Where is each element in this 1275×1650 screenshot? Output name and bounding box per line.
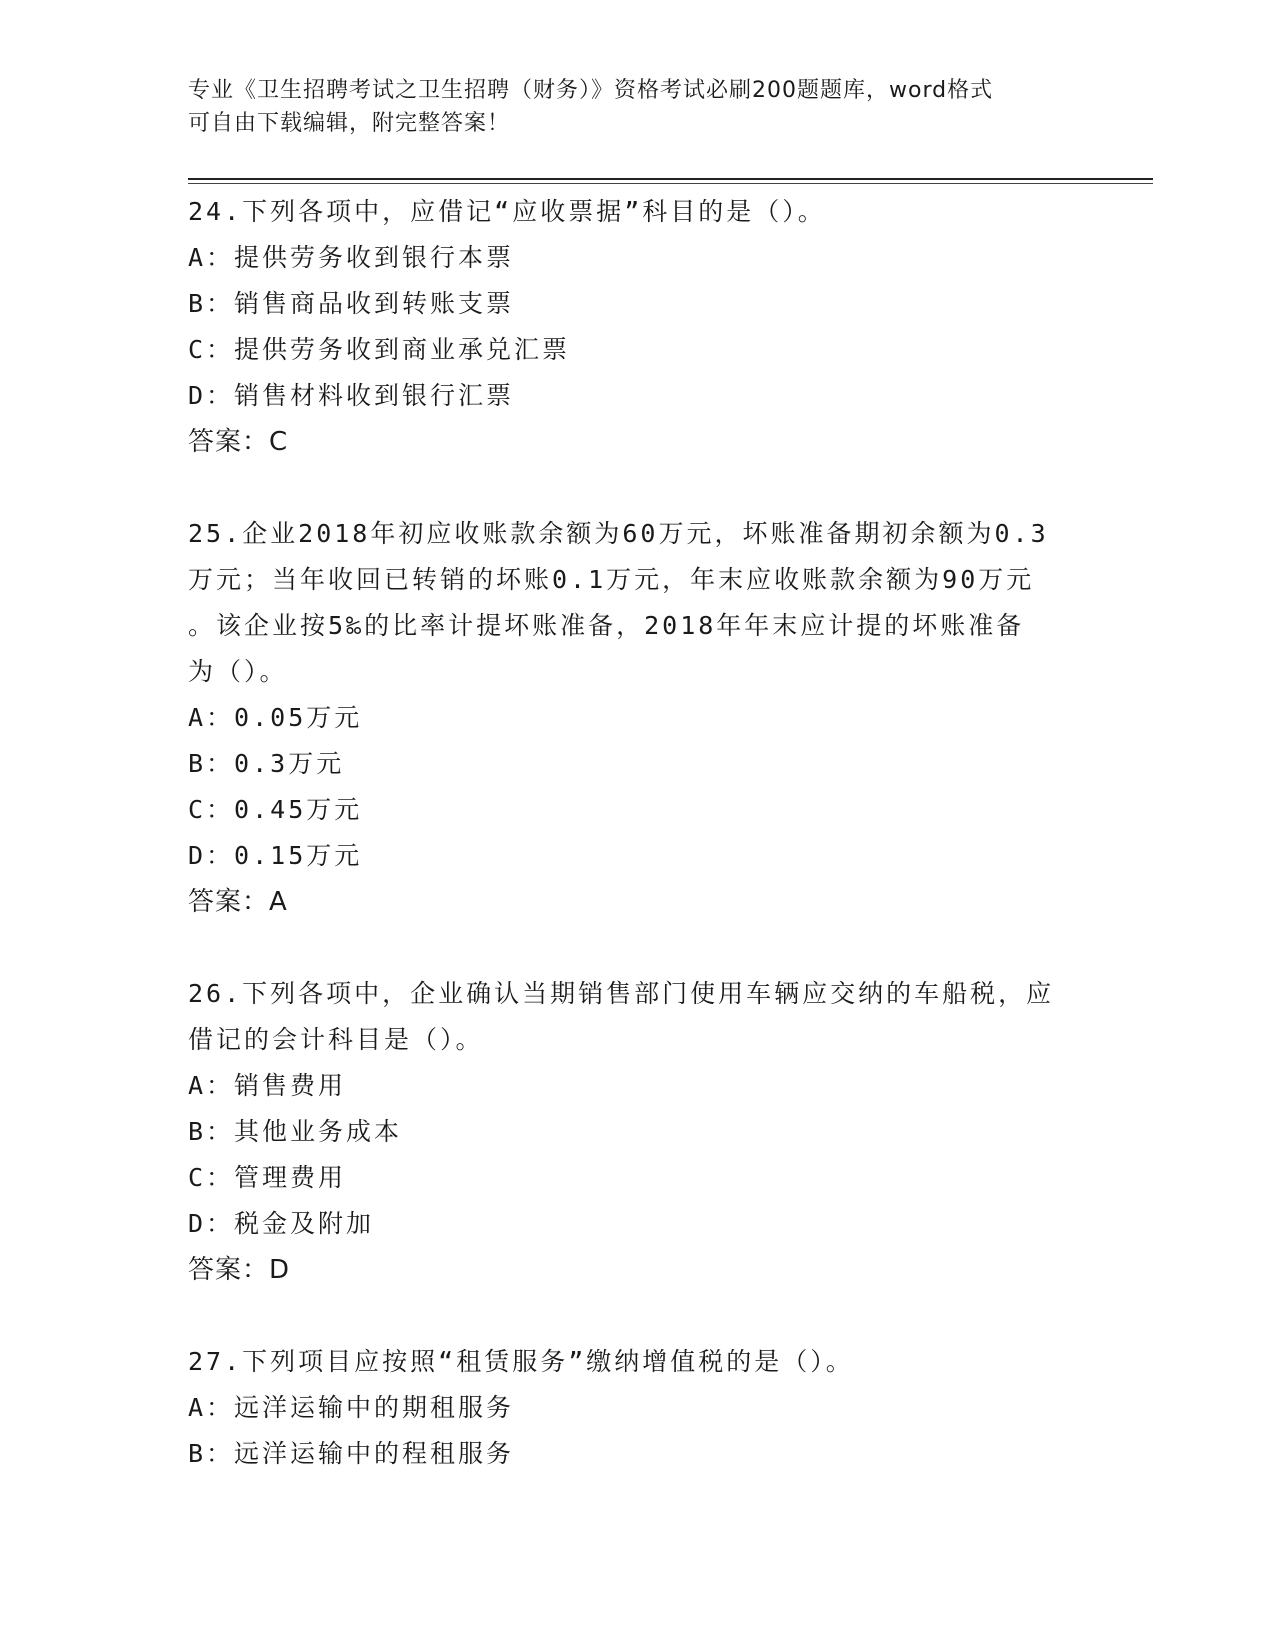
question-stem: 万元；当年收回已转销的坏账0.1万元，年末应收账款余额为90万元 xyxy=(188,565,1035,594)
option-a: A：提供劳务收到银行本票 xyxy=(188,243,515,272)
spacer xyxy=(188,1293,1088,1339)
question-stem: 。该企业按5‰的比率计提坏账准备，2018年年末应计提的坏账准备 xyxy=(188,611,1025,640)
question-stem: 为（）。 xyxy=(188,657,288,686)
option-a: A：销售费用 xyxy=(188,1071,347,1100)
document-header xyxy=(188,74,1088,140)
option-b: B：其他业务成本 xyxy=(188,1117,403,1146)
option-c: C：0.45万元 xyxy=(188,795,363,824)
option-d: D：税金及附加 xyxy=(188,1209,375,1238)
option-b: B：0.3万元 xyxy=(188,749,345,778)
spacer xyxy=(188,925,1088,971)
option-d: D：销售材料收到银行汇票 xyxy=(188,381,515,410)
header-line: 专业《卫生招聘考试之卫生招聘（财务）》资格考试必刷200题题库，word格式 xyxy=(188,78,994,103)
question-stem: 26.下列各项中，企业确认当期销售部门使用车辆应交纳的车船税，应 xyxy=(188,979,1055,1008)
question-stem: 24.下列各项中，应借记“应收票据”科目的是（）。 xyxy=(188,197,826,226)
question-list xyxy=(188,189,1088,1477)
question-25 xyxy=(188,511,1088,925)
answer-line: 答案：C xyxy=(188,427,289,457)
header-line: 可自由下载编辑，附完整答案！ xyxy=(188,111,511,136)
question-26 xyxy=(188,971,1088,1293)
question-24 xyxy=(188,189,1088,465)
question-stem: 借记的会计科目是（）。 xyxy=(188,1025,484,1054)
question-27 xyxy=(188,1339,1088,1477)
option-b: B：远洋运输中的程租服务 xyxy=(188,1439,515,1468)
answer-line: 答案：A xyxy=(188,887,288,917)
option-d: D：0.15万元 xyxy=(188,841,363,870)
option-c: C：管理费用 xyxy=(188,1163,347,1192)
spacer xyxy=(188,465,1088,511)
option-c: C：提供劳务收到商业承兑汇票 xyxy=(188,335,571,364)
option-b: B：销售商品收到转账支票 xyxy=(188,289,515,318)
question-stem: 25.企业2018年初应收账款余额为60万元，坏账准备期初余额为0.3 xyxy=(188,519,1049,548)
question-stem: 27.下列项目应按照“租赁服务”缴纳增值税的是（）。 xyxy=(188,1347,854,1376)
header-divider-thin xyxy=(188,183,1153,184)
header-divider xyxy=(188,178,1153,180)
answer-line: 答案：D xyxy=(188,1255,291,1285)
option-a: A：0.05万元 xyxy=(188,703,363,732)
option-a: A：远洋运输中的期租服务 xyxy=(188,1393,515,1422)
